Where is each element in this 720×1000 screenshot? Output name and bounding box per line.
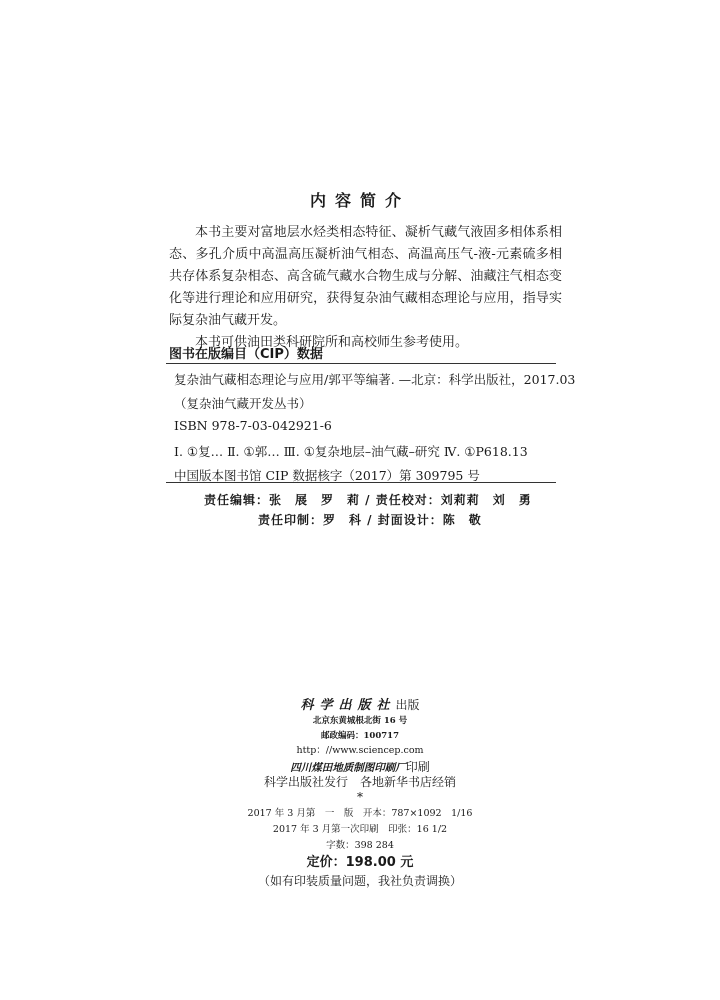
publisher-postcode: 邮政编码：100717 xyxy=(321,731,399,741)
printing-line: 2017 年 3 月第一次印刷 印张：16 1/2 xyxy=(272,824,448,835)
cip-line-title: 复杂油气藏相态理论与应用/郭平等编著. —北京：科学出版社，2017.03 xyxy=(174,372,576,387)
cip-bottom-rule xyxy=(166,482,556,483)
credit-editors: 责任编辑：张 展 罗 莉 / 责任校对：刘莉莉 刘 勇 xyxy=(204,493,532,507)
printer-suffix: 印刷 xyxy=(405,760,430,774)
price: 定价：198.00 元 xyxy=(306,855,414,870)
printer-name: 四川煤田地质制图印刷厂 xyxy=(290,762,406,774)
summary-body xyxy=(169,222,562,354)
cip-top-rule xyxy=(166,363,556,364)
word-count: 字数：398 284 xyxy=(326,840,394,851)
publisher-line xyxy=(0,694,720,713)
publisher-address: 北京东黄城根北街 16 号 xyxy=(312,716,408,726)
publisher-website: http：//www.sciencep.com xyxy=(296,745,424,756)
summary-paragraph: 本书可供油田类科研院所和高校师生参考使用。 xyxy=(195,335,469,350)
imprint-separator: * xyxy=(357,790,363,804)
edition-line: 2017 年 3 月第 一 版 开本：787×1092 1/16 xyxy=(247,808,473,819)
cip-line-record: 中国版本图书馆 CIP 数据核字（2017）第 309795 号 xyxy=(174,468,480,483)
credit-production: 责任印制：罗 科 / 封面设计：陈 敬 xyxy=(258,513,482,527)
cip-line-isbn: ISBN 978-7-03-042921-6 xyxy=(174,418,332,433)
summary-title: 内容简介 xyxy=(309,191,410,210)
cip-heading: 图书在版编目（CIP）数据 xyxy=(169,347,323,362)
distribution-line: 科学出版社发行 各地新华书店经销 xyxy=(263,775,456,789)
cip-line-classification: Ⅰ. ①复… Ⅱ. ①郭… Ⅲ. ①复杂地层–油气藏–研究 Ⅳ. ①P618.13 xyxy=(174,444,528,459)
publisher-name: 科学出版社 xyxy=(300,698,396,713)
summary-paragraph: 本书主要对富地层水烃类相态特征、凝析气藏气液固多相体系相态、多孔介质中高温高压凝析油气相态、高温高压气-液-元素硫多相共存体系复杂相态、高含硫气藏水合物生成与分解、油藏注气相态变化等进行理论和应用研究，获得复杂油气藏相态理论与应用，指导实际复杂油气藏开发。 xyxy=(169,225,562,328)
cip-line-series: （复杂油气藏开发丛书） xyxy=(174,396,312,411)
quality-note: （如有印装质量问题，我社负责调换） xyxy=(257,874,462,888)
publisher-suffix: 出版 xyxy=(395,698,420,712)
